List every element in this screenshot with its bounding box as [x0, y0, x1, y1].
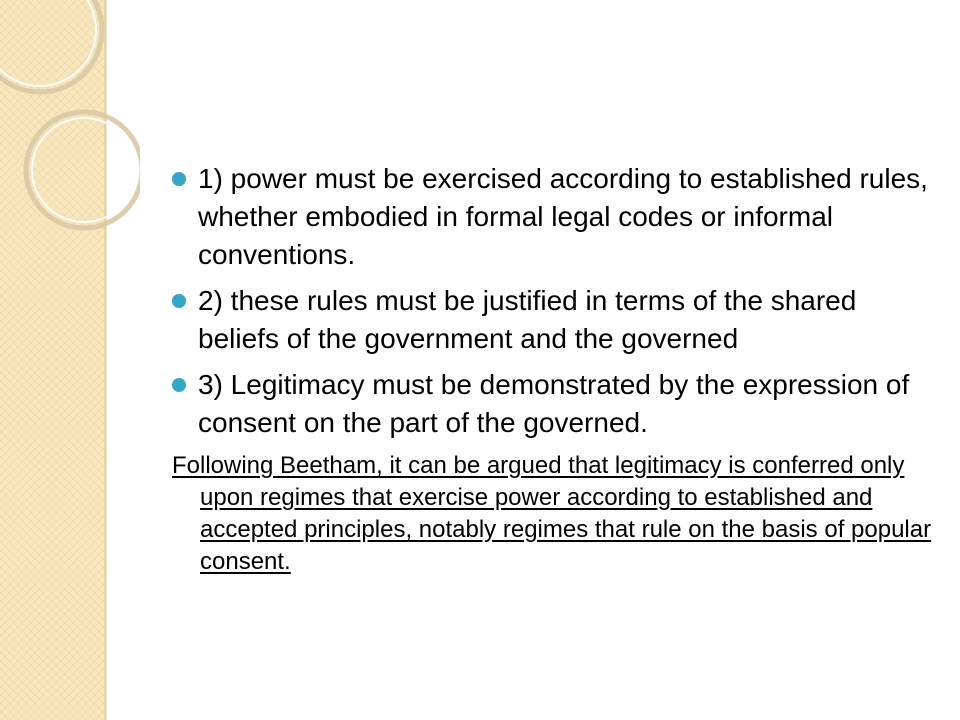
bullet-list: [172, 160, 932, 442]
list-item: [172, 366, 932, 442]
list-item: [172, 282, 932, 358]
bullet-icon: [172, 172, 186, 186]
bullet-text: 1) power must be exercised according to established rules, whether embodied in formal legal codes or informal conventions.: [198, 163, 928, 270]
beetham-note: Following Beetham, it can be argued that legitimacy is conferred only upon regimes that exercise power according to established and accepted principles, notably regimes that rule on the basis of popular consent.: [172, 452, 932, 575]
bullet-text: 3) Legitimacy must be demonstrated by the expression of consent on the part of the governed.: [198, 369, 910, 438]
decorative-circles: [0, 0, 140, 260]
slide-body: [172, 160, 932, 578]
bullet-text: 2) these rules must be justified in terms of the shared beliefs of the government and the governed: [198, 285, 857, 354]
bullet-icon: [172, 294, 186, 308]
bullet-icon: [172, 378, 186, 392]
list-item: [172, 160, 932, 274]
